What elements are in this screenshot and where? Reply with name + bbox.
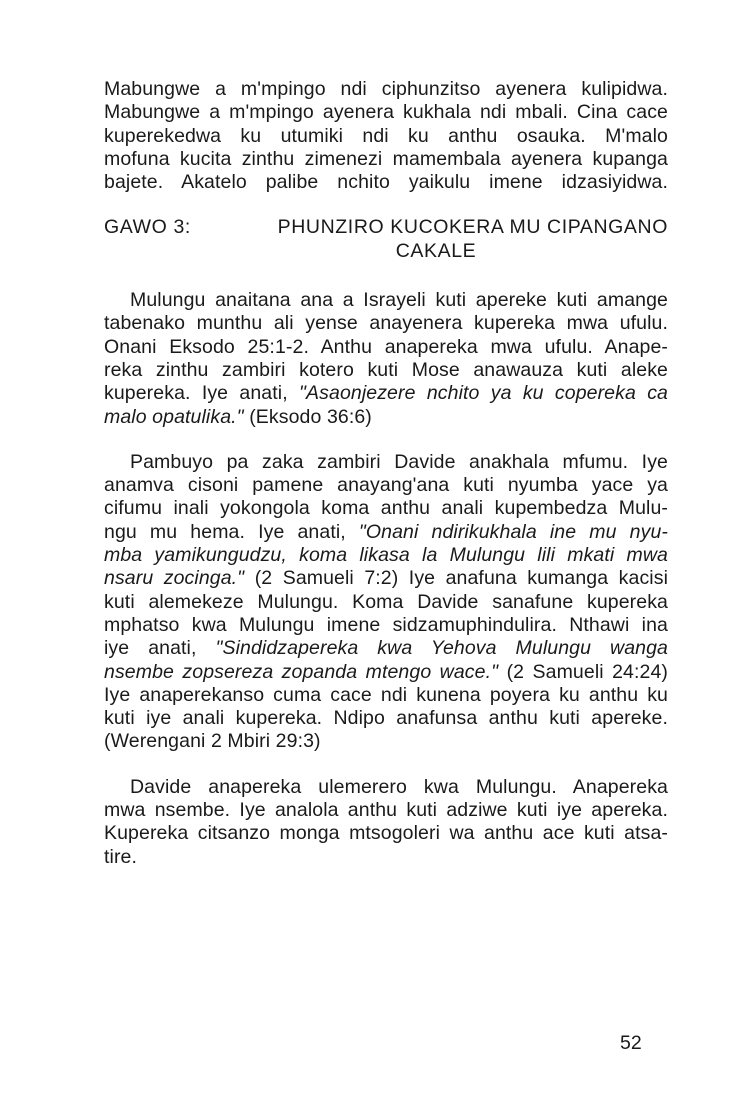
paragraph-2-line-5 <box>104 382 668 405</box>
paragraph-3-line-6 <box>104 567 668 590</box>
paragraph-3-line-9-text: iye anati, <box>104 637 216 660</box>
paragraph-3 <box>104 451 668 754</box>
paragraph-4 <box>104 776 668 869</box>
paragraph-2-line-6 <box>104 406 668 429</box>
paragraph-3-line-12: kuti iye anali kupereka. Ndipo anafunsa anthu kuti apereke. <box>104 707 668 730</box>
paragraph-1-line-2: Mabungwe a m'mpingo ayenera kukhala ndi mbali. Cina cace <box>104 101 668 124</box>
section-heading-row <box>104 216 668 239</box>
paragraph-4-line-4: tire. <box>104 845 138 868</box>
paragraph-2-quote-start: "Asaonjezere nchito ya ku copereka ca <box>299 382 668 405</box>
section-label: GAWO 3: <box>104 216 191 239</box>
paragraph-3-line-3: cifumu inali yokongola koma anthu anali kupembedza Mulu- <box>104 497 668 520</box>
paragraph-3-quote-2-start: "Sindidzapereka kwa Yehova Mulungu wanga <box>215 637 668 660</box>
section-title-line-2: CAKALE <box>395 239 477 262</box>
paragraph-3-reference-2: (2 Samueli 24:24) <box>498 660 668 683</box>
paragraph-1-line-1: Mabungwe a m'mpingo ndi ciphunzitso ayenera kulipidwa. <box>104 78 668 100</box>
paragraph-3-line-6-text: (2 Samueli 7:2) Iye anafuna kumanga kacisi <box>244 567 669 590</box>
paragraph-2-line-4: reka zinthu zambiri kotero kuti Mose anawauza kuti aleke <box>104 358 668 381</box>
paragraph-3-quote-1-middle: mba yamikungudzu, koma likasa la Mulungu lili mkati mwa <box>104 544 668 567</box>
paragraph-3-line-13: (Werengani 2 Mbiri 29:3) <box>104 730 321 753</box>
paragraph-3-quote-2-end: nsembe zopsereza zopanda mtengo wace." <box>104 660 499 683</box>
paragraph-3-line-4-text: ngu mu hema. Iye anati, <box>104 520 359 543</box>
section-heading <box>104 216 668 263</box>
paragraph-3-line-2: anamva cisoni pamene anayang'ana kuti nyumba yace ya <box>104 474 668 497</box>
paragraph-3-quote-1-start: "Onani ndirikukhala ine mu nyu- <box>358 520 668 543</box>
paragraph-2-quote-end: malo opatulika." <box>104 405 244 428</box>
paragraph-2-line-5-text: kupereka. Iye anati, <box>104 382 300 405</box>
page-number: 52 <box>620 1032 642 1054</box>
paragraph-2-line-1: Mulungu anaitana ana a Israyeli kuti apereke kuti amange <box>130 289 668 312</box>
paragraph-1-line-3: kuperekedwa ku utumiki ndi ku anthu osauka. M'malo <box>104 124 668 147</box>
page-body <box>104 78 668 891</box>
paragraph-3-line-5 <box>104 544 668 567</box>
paragraph-3-line-4 <box>104 521 668 544</box>
paragraph-2-line-2: tabenako munthu ali yense anayenera kupereka mwa ufulu. <box>104 312 668 335</box>
paragraph-3-line-10 <box>104 661 668 684</box>
paragraph-3-line-1: Pambuyo pa zaka zambiri Davide anakhala mfumu. Iye <box>130 450 668 473</box>
paragraph-1-line-5: bajete. Akatelo palibe nchito yaikulu imene idzasiyidwa. <box>104 171 668 194</box>
section-title-line-1: PHUNZIRO KUCOKERA MU CIPANGANO <box>277 216 668 239</box>
paragraph-3-line-11: Iye anaperekanso cuma cace ndi kunena poyera ku anthu ku <box>104 683 668 706</box>
paragraph-1 <box>104 78 668 194</box>
paragraph-3-quote-1-end: nsaru zocinga." <box>104 567 245 590</box>
paragraph-4-line-1: Davide anapereka ulemerero kwa Mulungu. Anapereka <box>130 775 668 798</box>
paragraph-2-line-3: Onani Eksodo 25:1-2. Anthu anapereka mwa ufulu. Anape- <box>104 335 668 358</box>
paragraph-4-line-3: Kupereka citsanzo monga mtsogoleri wa anthu ace kuti atsa- <box>104 822 668 845</box>
paragraph-2 <box>104 289 668 429</box>
paragraph-1-line-4: mofuna kucita zinthu zimenezi mamembala ayenera kupanga <box>104 147 668 170</box>
paragraph-3-line-8: mphatso kwa Mulungu imene sidzamuphindulira. Nthawi ina <box>104 613 668 636</box>
paragraph-2-reference: (Eksodo 36:6) <box>243 405 372 428</box>
paragraph-3-line-9 <box>104 637 668 660</box>
paragraph-3-line-7: kuti alemekeze Mulungu. Koma Davide sanafune kupereka <box>104 590 668 613</box>
paragraph-4-line-2: mwa nsembe. Iye analola anthu kuti adziwe kuti iye apereka. <box>104 799 668 822</box>
